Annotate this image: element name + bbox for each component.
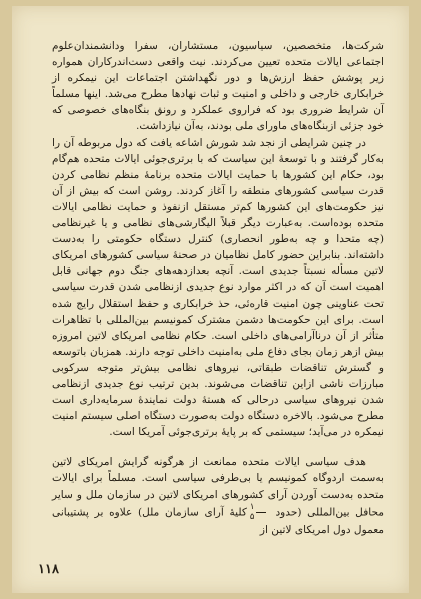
paragraph-3 <box>52 454 384 537</box>
fraction-one-fifth <box>250 503 273 522</box>
paragraph-3-text-b: کلیهٔ آرای سازمان ملل) علاوه بر پشتیبانی معمول دول امریکای لاتین از <box>52 506 384 536</box>
paragraph-1: شرکت‌ها، متخصصین، سیاسیون، مستشاران، سفرا ودانشمندان‌علوم اجتماعی ایالات متحده تعیین می‌کردند. نیت واقعی دست‌اندرکاران همواره زیر پوشش حفظ ارزش‌ها و دور نگهداشتن اجتماعات این نیمکره از خرابکاری خارجی و داخلی و امنیت و ثبات نهادها مطرح می‌شد. اینها مسلماً آن شرایط ضروری بود که فراروی عملکرد و رونق بنگاه‌های خصوصی که خود جزئی ازبنگاه‌های ماورای ملی بودند، به‌آن نیازداشت. <box>52 40 384 133</box>
fraction-numerator: ۱ <box>249 501 255 512</box>
page-body-text <box>52 38 384 538</box>
paragraph-3-text-a: هدف سیاسی ایالات متحده ممانعت از هرگونه گرایش امریکای لاتین به‌سمت اردوگاه کمونیسم یا بی‌طرفی سیاسی است. مسلماً برای ایالات متحده به‌دست آوردن آرای کشورهای امریکای لاتین در سازمان ملل و سایر محافل بین‌المللی (حدود <box>52 456 384 519</box>
paragraph-2: در چنین شرایطی از نجد شد شورش اشاعه یافت که دول مربوطه آن را به‌کار گرفتند و با توسعهٔ این سیاست که با برتری‌جوئی ایالات متحده هم‌گام بود، حکام این کشورها با حمایت ایالات متحده برنامهٔ منظم نظامی کردن قدرت سیاسی کشورهای منطقه را آغاز کردند. روشن است که بیش از آن نیز حکومت‌های این کشورها کم‌تر مستقل ازنفوذ و حمایت نظامی ایالات متحده بوده‌است. به‌عبارت دیگر قبلاً الیگارشی‌های نظامی و یا غیرنظامی (چه متحدا و چه به‌طور انحصاری) کنترل دستگاه حکومتی را به‌دست داشته‌اند. بنابراین حضور کامل نظامیان در صحنهٔ سیاسی کشورهای امریکای لاتین مسأله نسبتاً جدیدی است. آنچه بعدازدهه‌های جنگ دوم جهانی قابل اهمیت است آن که در اکثر موارد نوع جدیدی ازنظامی شدن قدرت سیاسی تحت عناوینی چون امنیت قاره‌ئی، حذ خرابکاری و حفظ استقلال رایج شده است. برای این حکومت‌ها دشمن مشترک کمونیسم بین‌المللی با تظاهرات متأثر از آن درنا‌آرامی‌های داخلی است. حکام نظامی امریکای لاتین امروزه بیش ازهر زمان بجای دفاع ملی به‌امنیت داخلی توجه دارند. همزبان باتوسعه و گسترش تناقضات طبقاتی، نیروهای نظامی بیش‌تر متوجه سرکوبی مبارزات ناشی ازاین تناقضات می‌شوند. بدین ترتیب نوع جدیدی ازنظامی شدن نیروهای سیاسی درحالی که هستهٔ دولت نمایندهٔ سرمایه‌داری است مطرح می‌شود. بالاخره دستگاه دولت به‌صورت دستگاه اصلی سیستم امنیت نیمکره در می‌آید؛ سیستمی که بر پایهٔ برتری‌جوئی آمریکا است. <box>52 136 384 439</box>
fraction-denominator: ۵ <box>249 511 255 522</box>
page-number: ۱۱۸ <box>38 562 59 577</box>
book-page <box>12 6 409 593</box>
